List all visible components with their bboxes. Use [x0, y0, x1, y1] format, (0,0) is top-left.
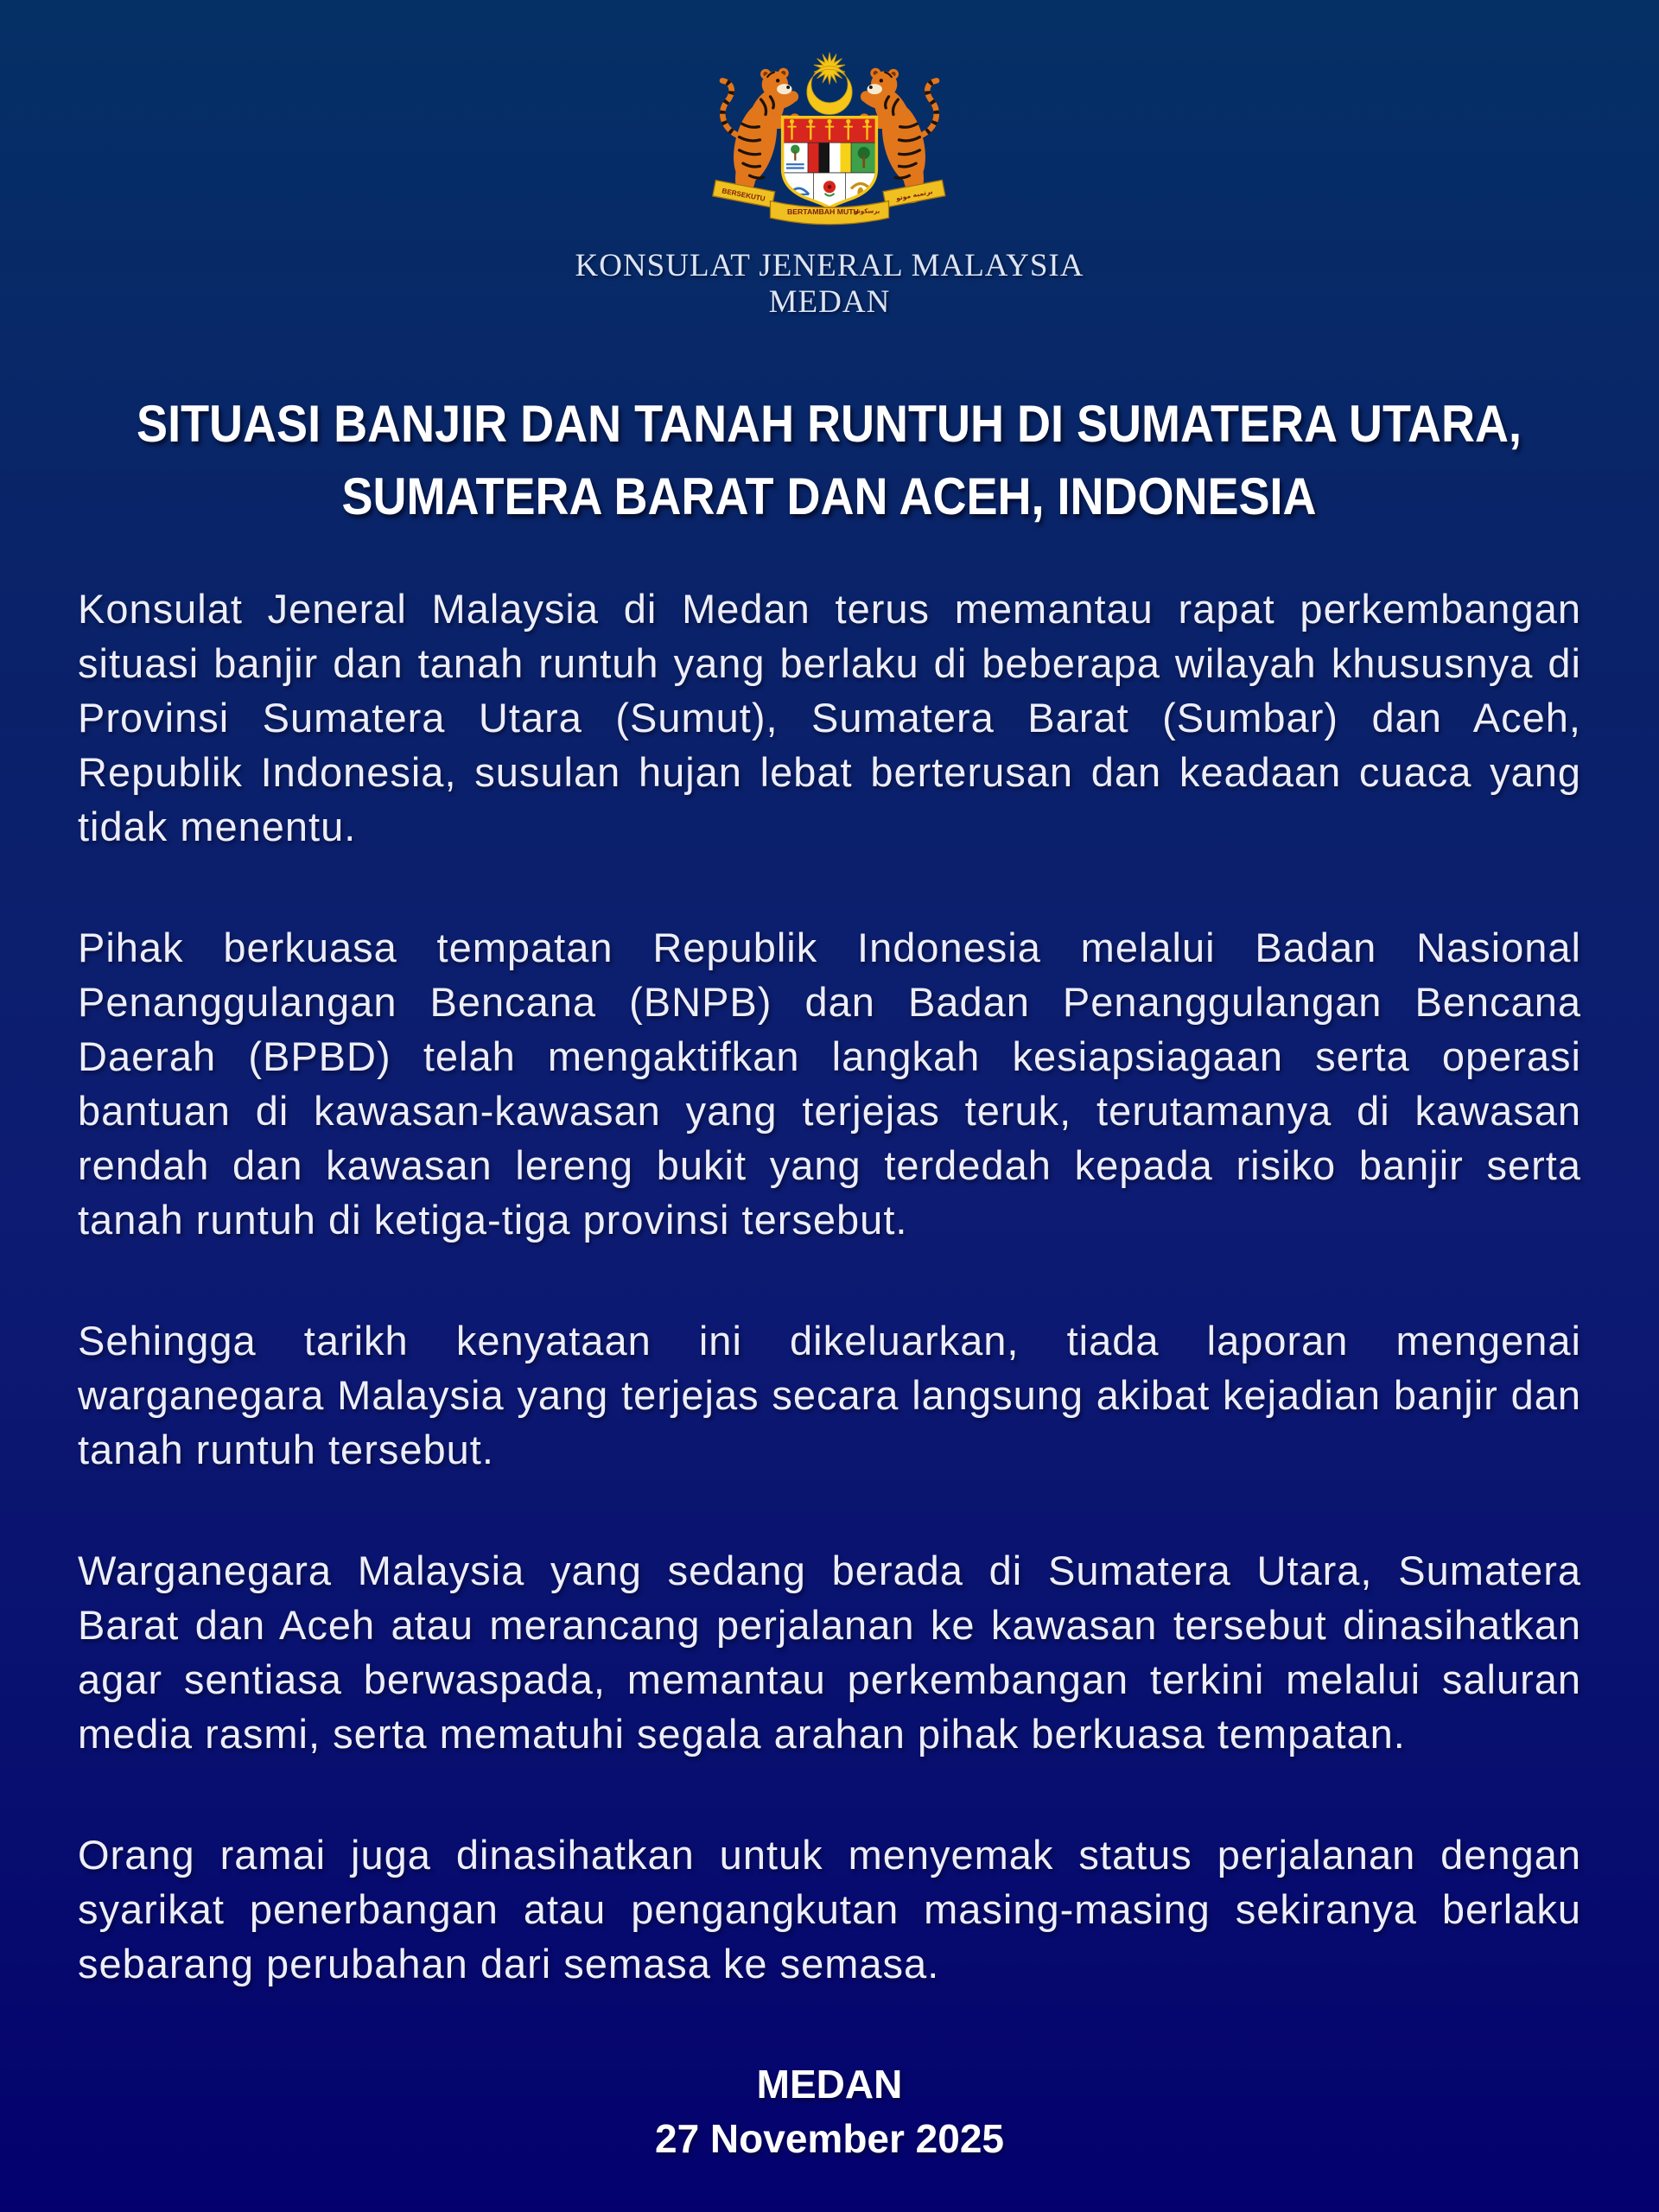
page-title-line2: SUMATERA BARAT DAN ACEH, INDONESIA [341, 467, 1317, 525]
statement-paragraph: Konsulat Jeneral Malaysia di Medan terus memantau rapat perkembangan situasi banjir dan tanah runtuh yang berlaku di beberapa wilayah khususnya di Provinsi Sumatera Utara (Sumut), Sumatera Barat (Sumbar) dan Aceh, Republik Indonesia, susulan hujan lebat berterusan dan keadaan cuaca yang tidak menentu. [78, 586, 1581, 849]
page-title-line1: SITUASI BANJIR DAN TANAH RUNTUH DI SUMATERA UTARA, [137, 395, 1522, 453]
organization-name [575, 248, 1084, 321]
statement-paragraph: Warganegara Malaysia yang sedang berada di Sumatera Utara, Sumatera Barat dan Aceh atau merancang perjalanan ke kawasan tersebut dinasihatkan agar sentiasa berwaspada, memantau perkembangan terkini melalui saluran media rasmi, serta mematuhi segala arahan pihak berkuasa tempatan. [78, 1548, 1581, 1757]
svg-text:BERTAMBAH MUTU: BERTAMBAH MUTU [786, 207, 859, 216]
statement-body [78, 582, 1581, 2057]
statement-paragraph: Orang ramai juga dinasihatkan untuk menyemak status perjalanan dengan syarikat penerbangan atau pengangkutan masing-masing sekiranya berlaku sebarang perubahan dari semasa ke semasa. [78, 1832, 1581, 1986]
statement-paragraph: Sehingga tarikh kenyataan ini dikeluarkan, tiada laporan mengenai warganegara Malaysia yang terjejas secara langsung akibat kejadian banjir dan tanah runtuh tersebut. [78, 1318, 1581, 1472]
organization-name-line1: KONSULAT JENERAL MALAYSIA [575, 248, 1084, 283]
svg-text:BERSEKUTU: BERSEKUTU [721, 187, 766, 203]
page-title [60, 388, 1599, 533]
sign-off-place: MEDAN [756, 2062, 903, 2107]
svg-text:برتمبه موتو: برتمبه موتو [895, 187, 934, 202]
sign-off-date: 27 November 2025 [654, 2116, 1005, 2161]
svg-text:برسکوتو: برسکوتو [854, 207, 880, 215]
sign-off [655, 2057, 1004, 2166]
statement-paragraph: Pihak berkuasa tempatan Republik Indonesia melalui Badan Nasional Penanggulangan Bencana (BNPB) dan Badan Penanggulangan Bencana Daerah (BPBD) telah mengaktifkan langkah kesiapsiagaan serta operasi bantuan di kawasan-kawasan yang terjejas teruk, terutamanya di kawasan rendah dan kawasan lereng bukit yang terdedah kepada risiko banjir serta tanah runtuh di ketiga-tiga provinsi tersebut. [78, 925, 1581, 1243]
organization-name-line2: MEDAN [768, 284, 891, 320]
shield-icon [783, 118, 877, 207]
malaysia-coat-of-arms-icon [712, 45, 947, 238]
